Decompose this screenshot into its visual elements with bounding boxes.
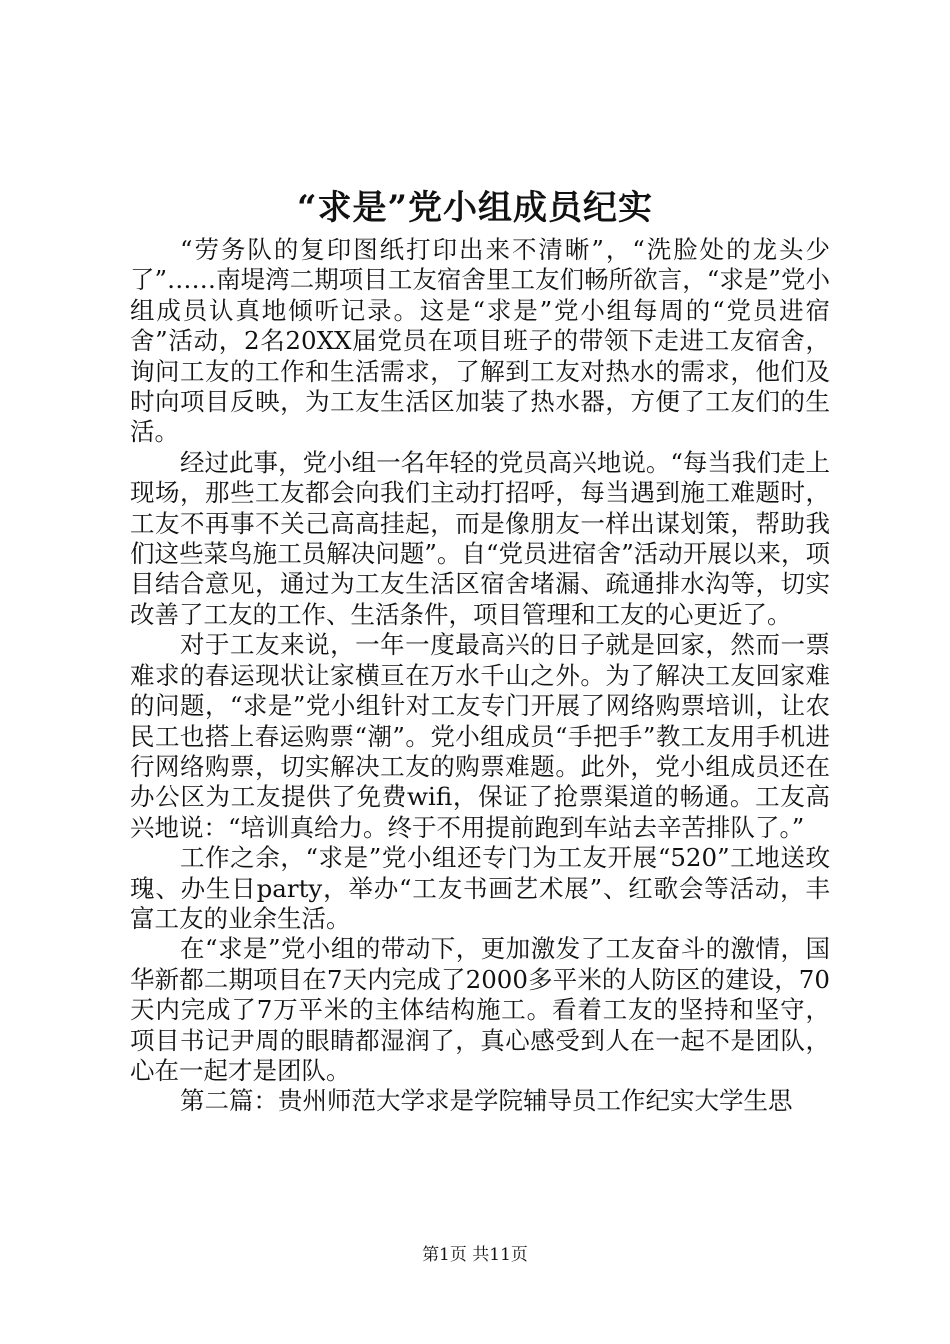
paragraph-5: 在“求是”党小组的带动下，更加激发了工友奋斗的激情，国华新都二期项目在7天内完成了2000多平米的人防区的建设，70天内完成了7万平米的主体结构施工。看着工友的坚持和坚守，项目书记尹周的眼睛都湿润了，真心感受到人在一起不是团队，心在一起才是团队。 [130, 934, 830, 1085]
paragraph-6: 第二篇：贵州师范大学求是学院辅导员工作纪实大学生思 [180, 1086, 793, 1116]
paragraph-2: 经过此事，党小组一名年轻的党员高兴地说。“每当我们走上现场，那些工友都会向我们主动打招呼，每当遇到施工难题时，工友不再事不关己高高挂起，而是像朋友一样出谋划策，帮助我们这些菜鸟施工员解决问题”。自“党员进宿舍”活动开展以来，项目结合意见，通过为工友生活区宿舍堵漏、疏通排水沟等，切实改善了工友的工作、生活条件，项目管理和工友的心更近了。 [130, 447, 830, 629]
paragraph-3: 对于工友来说，一年一度最高兴的日子就是回家，然而一票难求的春运现状让家横亘在万水千山之外。为了解决工友回家难的问题，“求是”党小组针对工友专门开展了网络购票培训，让农民工也搭上春运购票“潮”。党小组成员“手把手”教工友用手机进行网络购票，切实解决工友的购票难题。此外，党小组成员还在办公区为工友提供了免费wifi，保证了抢票渠道的畅通。工友高兴地说：“培训真给力。终于不用提前跑到车站去辛苦排队了。” [130, 630, 830, 842]
paragraph-4: 工作之余，“求是”党小组还专门为工友开展“520”工地送玫瑰、办生日party，举办“工友书画艺术展”、红歌会等活动，丰富工友的业余生活。 [130, 843, 830, 933]
paragraph-1: “劳务队的复印图纸打印出来不清晰”，“洗脸处的龙头少了”……南堤湾二期项目工友宿舍里工友们畅所欲言，“求是”党小组成员认真地倾听记录。这是“求是”党小组每周的“党员进宿舍”活动，2名20XX届党员在项目班子的带领下走进工友宿舍，询问工友的工作和生活需求，了解到工友对热水的需求，他们及时向项目反映，为工友生活区加装了热水器，方便了工友们的生活。 [130, 235, 830, 447]
page-number-footer: 第1页 共11页 [422, 1245, 528, 1265]
document-title: “求是”党小组成员纪实 [296, 188, 654, 228]
document-body [130, 235, 830, 1117]
